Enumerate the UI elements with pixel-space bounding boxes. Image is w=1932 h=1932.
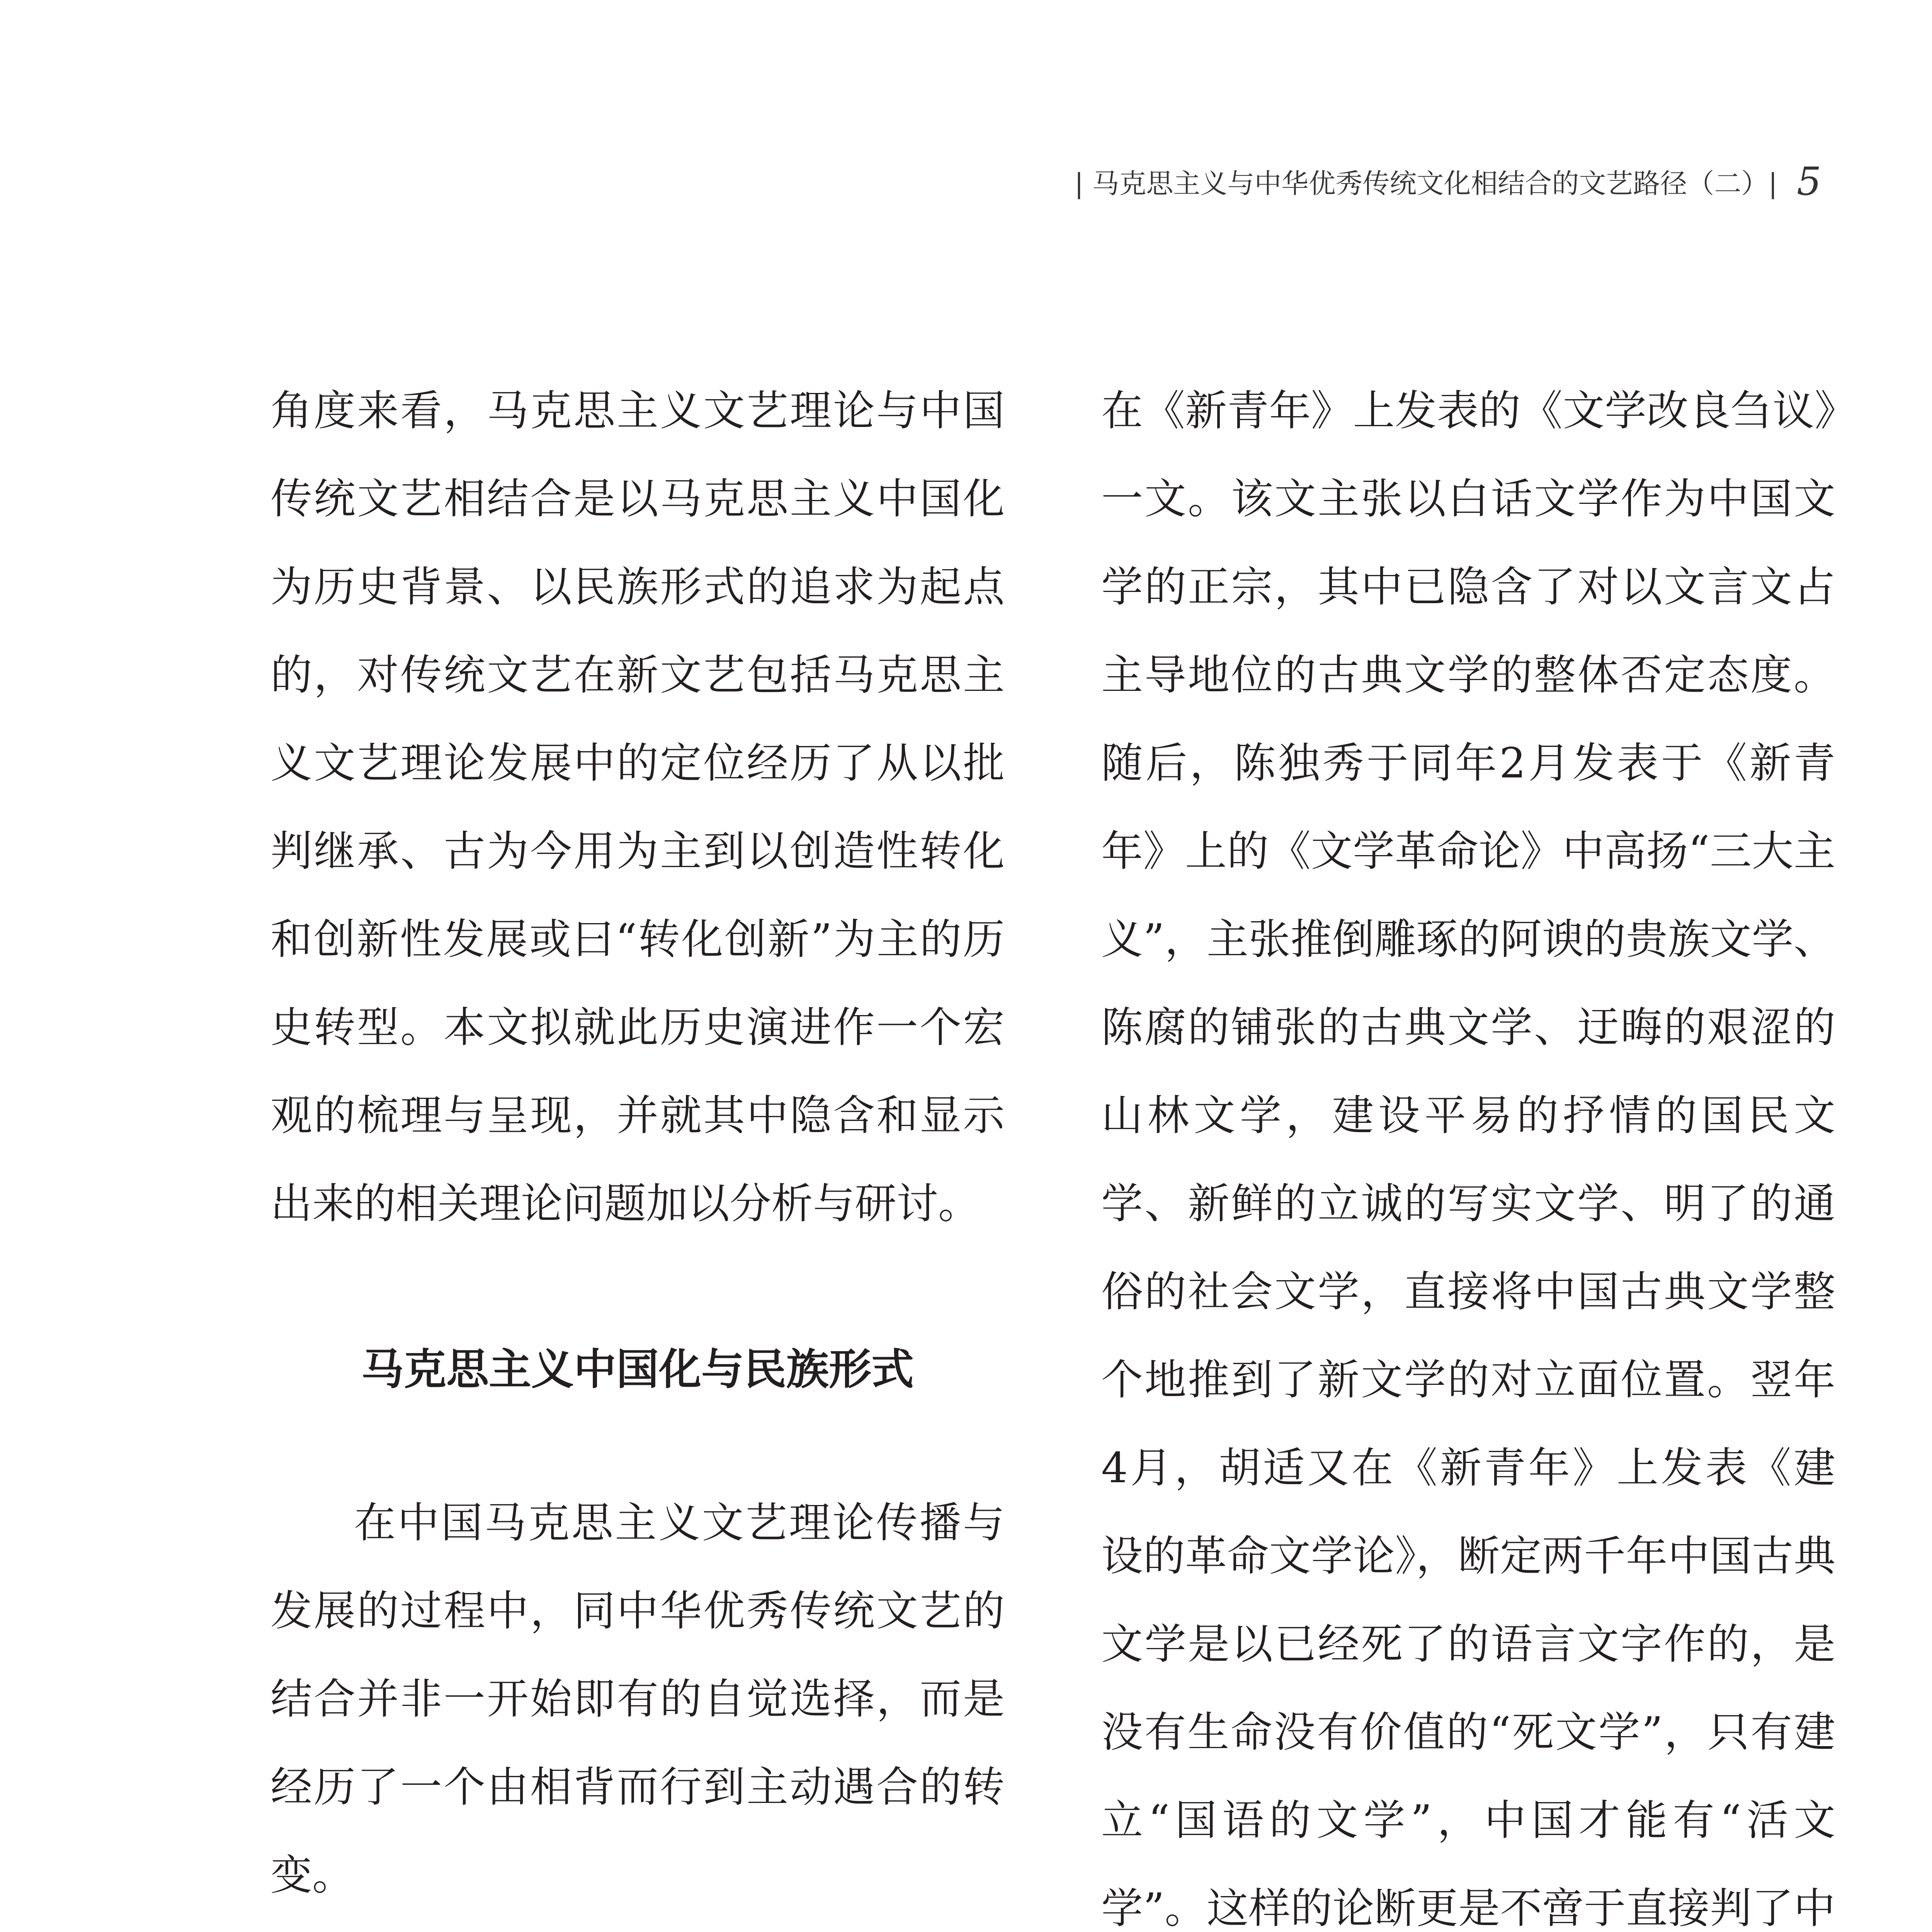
running-head: | 马克思主义与中华优秀传统文化相结合的文艺路径（二）|: [1074, 168, 1777, 199]
section-heading: 马克思主义中国化与民族形式: [361, 1344, 914, 1394]
paragraph: 在中国马克思主义文艺理论传播与发展的过程中，同中华优秀传统文艺的结合并非一开始即有的自觉选择，而是经历了一个由相背而行到主动遇合的转变。: [270, 1499, 1005, 1900]
paragraph: 在《新青年》上发表的《文学改良刍议》一文。该文主张以白话文学作为中国文学的正宗，其中已隐含了对以文言文占主导地位的古典文学的整体否定态度。随后，陈独秀于同年2月发表于《新青年》上的《文学革命论》中高扬“三大主义”，主张推倒雕琢的阿谀的贵族文学、陈腐的铺张的古典文学、迂晦的艰涩的山林文学，建设平易的抒情的国民文学、新鲜的立诚的写实文学、明了的通俗的社会文学，直接将中国古典文学整个地推到了新文学的对立面位置。翌年4月，胡适又在《新青年》上发表《建设的革命文学论》，断定两千年中国古典文学是以已经死了的语言文字作的，是没有生命没有价值的“死文学”，只有建立“国语的文学”，中国才能有“活文学”。这样的论断更是不啻于直接判了中: [1101, 387, 1835, 1932]
page-number: 5: [1797, 159, 1821, 204]
right-column: [1101, 367, 1835, 1932]
paragraph: [270, 1920, 1005, 1932]
paragraph: 角度来看，马克思主义文艺理论与中国传统文艺相结合是以马克思主义中国化为历史背景、以民族形式的追求为起点的，对传统文艺在新文艺包括马克思主义文艺理论发展中的定位经历了从以批判继承、古为今用为主到以创造性转化和创新性发展或曰“转化创新”为主的历史转型。本文拟就此历史演进作一个宏观的梳理与呈现，并就其中隐含和显示出来的相关理论问题加以分析与研讨。: [270, 387, 1005, 1228]
left-column: [270, 367, 1005, 1932]
